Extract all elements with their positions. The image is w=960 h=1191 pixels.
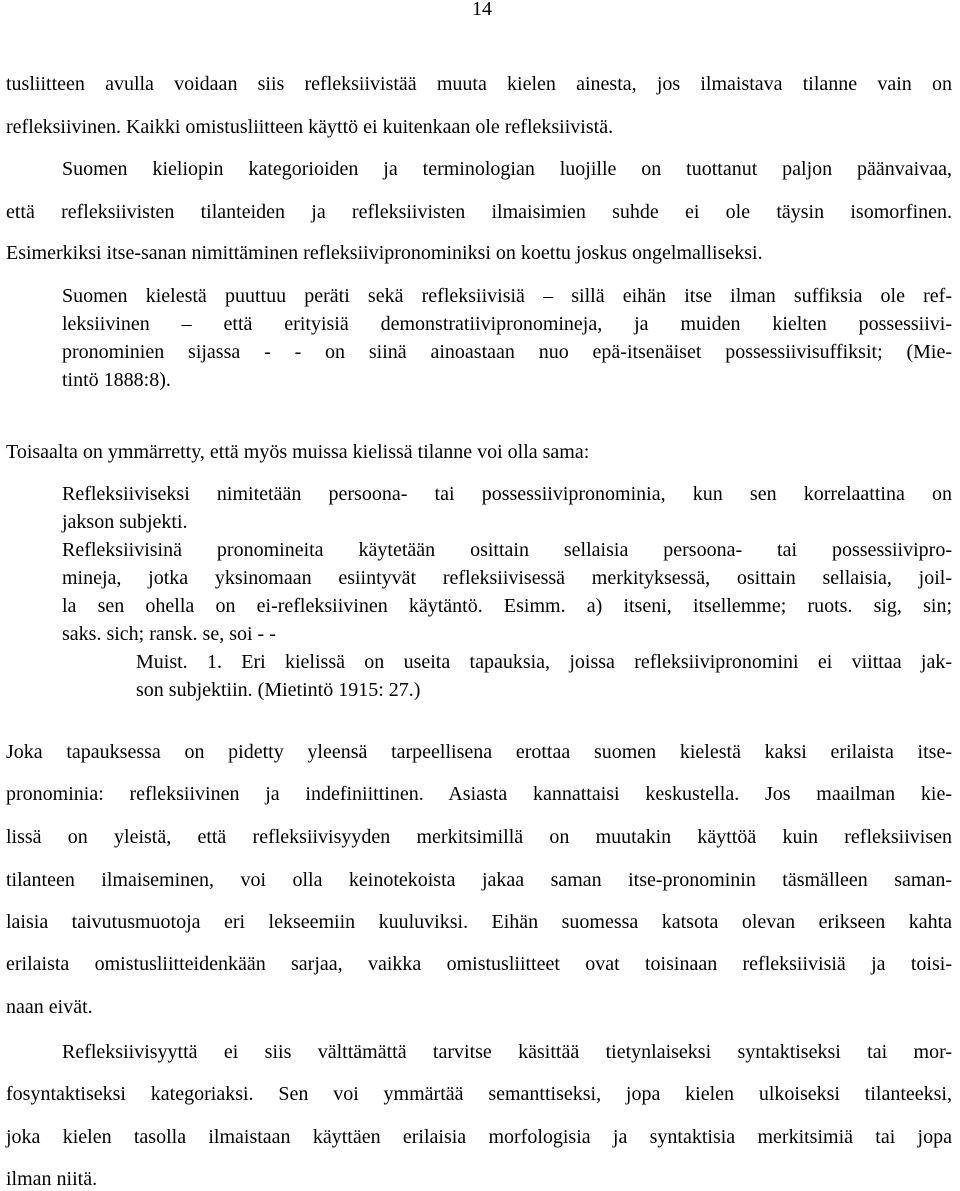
quote-line: saks. sich; ransk. se, soi - - [62,623,276,645]
quote-line: mineja, jotka yksinomaan esiintyvät refleksiivisessä merkityksessä, osittain sellaisia, joil- [62,567,952,589]
quote-note-line: son subjektiin. (Mietintö 1915: 27.) [136,679,421,701]
quote-line: tintö 1888:8). [62,369,171,391]
text-line: lissä on yleistä, että refleksiivisyyden merkitsimillä on muutakin käyttöä kuin refleksiivisen [6,826,952,848]
text-line: naan eivät. [6,996,93,1018]
quote-note-line: Muist. 1. Eri kielissä on useita tapauksia, joissa refleksiivipronomini ei viittaa jak- [136,651,952,673]
text-line: Suomen kieliopin kategorioiden ja terminologian luojille on tuottanut paljon päänvaivaa, [62,158,952,180]
page-number: 14 [472,0,492,20]
text-line: refleksiivinen. Kaikki omistusliitteen käyttö ei kuitenkaan ole refleksiivistä. [6,116,614,138]
text-line: että refleksiivisten tilanteiden ja refleksiivisten ilmaisimien suhde ei ole täysin isomorfinen. [6,201,952,223]
quote-line: Refleksiiviseksi nimitetään persoona- tai possessiivipronominia, kun sen korrelaattina on [62,483,952,505]
text-line: fosyntaktiseksi kategoriaksi. Sen voi ymmärtää semanttiseksi, jopa kielen ulkoiseksi tilanteeksi, [6,1083,952,1105]
text-line: laisia taivutusmuotoja eri lekseemiin kuuluviksi. Eihän suomessa katsota olevan erikseen kahta [6,911,952,933]
text-line: ilman niitä. [6,1168,98,1190]
text-line: tusliitteen avulla voidaan siis refleksiivistää muuta kielen ainesta, jos ilmaistava tilanne vain on [6,73,952,95]
quote-line: Suomen kielestä puuttuu peräti sekä refleksiivisiä – sillä eihän itse ilman suffiksia ole ref- [62,285,952,307]
text-line: erilaista omistusliitteidenkään sarjaa, vaikka omistusliitteet ovat toisinaan refleksiivisiä ja toisi- [6,953,952,975]
text-line: Joka tapauksessa on pidetty yleensä tarpeellisena erottaa suomen kielestä kaksi erilaista itse- [6,741,952,763]
text-line: Toisaalta on ymmärretty, että myös muissa kielissä tilanne voi olla sama: [6,441,590,463]
quote-line: pronominien sijassa - - on siinä ainoastaan nuo epä-itsenäiset possessiivisuffiksit; (Mie- [62,341,952,363]
text-line: Esimerkiksi itse-sanan nimittäminen refleksiivipronominiksi on koettu joskus ongelmalliseksi. [6,242,763,264]
quote-line: la sen ohella on ei-refleksiivinen käytäntö. Esimm. a) itseni, itsellemme; ruots. sig, sin; [62,595,952,617]
text-line: tilanteen ilmaiseminen, voi olla keinotekoista jakaa saman itse-pronominin täsmälleen saman- [6,869,952,891]
text-line: joka kielen tasolla ilmaistaan käyttäen erilaisia morfologisia ja syntaktisia merkitsimiä tai jopa [6,1126,952,1148]
quote-line: jakson subjekti. [62,511,188,533]
text-line: Refleksiivisyyttä ei siis välttämättä tarvitse käsittää tietynlaiseksi syntaktiseksi tai mor- [62,1041,952,1063]
quote-line: leksiivinen – että erityisiä demonstratiivipronomineja, ja muiden kielten possessiivi- [62,313,952,335]
text-line: pronominia: refleksiivinen ja indefiniittinen. Asiasta kannattaisi keskustella. Jos maailman kie- [6,783,952,805]
quote-line: Refleksiivisinä pronomineita käytetään osittain sellaisia persoona- tai possessiivipro- [62,539,952,561]
